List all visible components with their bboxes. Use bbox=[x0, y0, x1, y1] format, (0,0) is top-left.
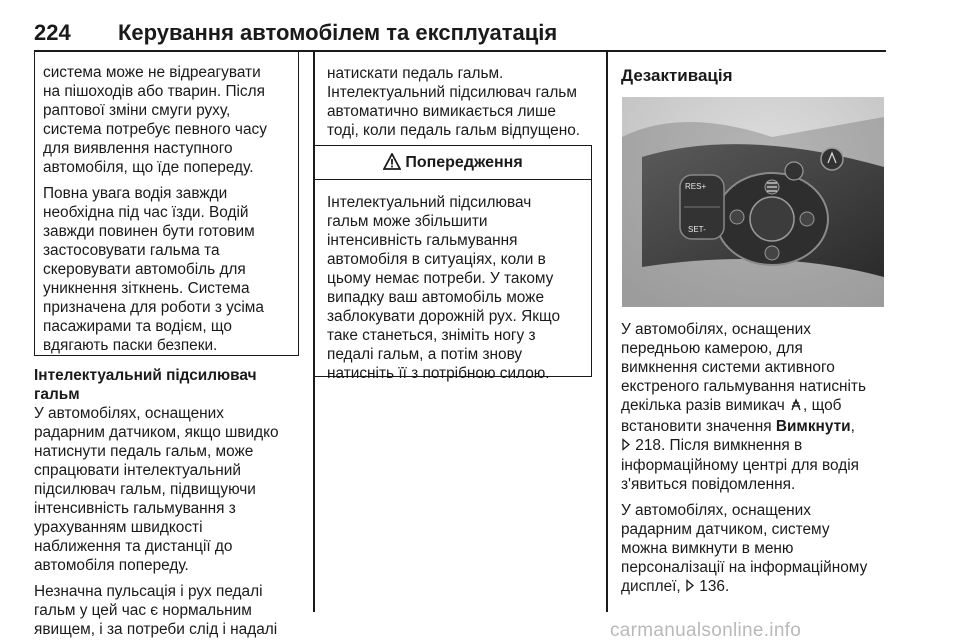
page-ref-218[interactable]: 218. Після вимкнення в bbox=[635, 437, 803, 454]
distance-switch-icon bbox=[789, 398, 803, 417]
arrow-ref-icon bbox=[621, 437, 631, 456]
page-number: 224 bbox=[34, 20, 71, 45]
column-2-text bbox=[327, 64, 597, 147]
pedal-pulse-paragraph: Незначна пульсація і рух педалі гальм у цей час є нормальним явищем, і за потреби слід і надалі bbox=[34, 583, 278, 638]
caution-box-continued bbox=[34, 52, 299, 356]
column-3-text bbox=[621, 320, 891, 604]
page-title: Керування автомобілем та експлуатація bbox=[118, 20, 558, 45]
warning-box bbox=[314, 145, 592, 382]
box-paragraph-1: система може не відреагувати на пішоходів або тварин. Після раптової зміни смуги руху, система потребує певного часу для виявлення наступного автомобіля, що їде попереду. bbox=[43, 64, 267, 176]
steering-wheel-controls-photo bbox=[622, 97, 884, 307]
arrow-ref-icon bbox=[685, 578, 695, 597]
res-plus-label: RES+ bbox=[685, 182, 707, 191]
deactivation-paragraph-2: У автомобілях, оснащених радарним датчиком, систему можна вимкнути в меню персоналізації на інформаційному дисплеї, 136. bbox=[621, 502, 868, 595]
off-value: Вимкнути bbox=[775, 418, 851, 435]
box-paragraph-2: Повна увага водія завжди необхідна під час їзди. Водій завжди повинен бути готовим застосовувати гальма та скеровувати автомобіль для уникнення зіткнень. Система призначена для роботи з усіма пасажирами та водієм, що вдягають паски безпеки. bbox=[43, 185, 264, 354]
watermark: carmanualsonline.info bbox=[610, 620, 802, 641]
continued-paragraph: натискати педаль гальм. Інтелектуальний підсилювач гальм автоматично вимикається лише тоді, коли педаль гальм відпущено. bbox=[327, 65, 581, 139]
page-ref-136[interactable]: 136. bbox=[699, 578, 730, 595]
column-divider-2 bbox=[606, 52, 608, 612]
page-header bbox=[34, 18, 886, 52]
section-heading-brake-assist: Інтелектуальний підсилювач гальм bbox=[34, 367, 257, 403]
brake-assist-paragraph: У автомобілях, оснащених радарним датчиком, якщо швидко натиснути педаль гальм, може спрацювати інтелектуальний підсилювач гальм, підвищуючи інтенсивність гальмування з урахуванням швидкості наближення та дистанції до автомобіля попереду. bbox=[34, 405, 279, 574]
column-1-text bbox=[34, 366, 304, 642]
warning-text: Інтелектуальний підсилювач гальм може збільшити інтенсивність гальмування автомобіля в ситуаціях, коли в цьому немає потреби. У такому випадку ваш автомобіль може заблокувати дорожній рух. Якщо таке станеться, зніміть ногу з педалі гальм, а потім знову натисніть її з потрібною силою. bbox=[327, 194, 561, 382]
deactivation-paragraph-1: У автомобілях, оснащених передньою камерою, для вимкнення системи активного екстреного гальмування натисніть декілька разів вимикач , щоб встановити значення Вимкнути, 218. Після вимкнення в інформаційному центрі для водія з'явиться повідомлення. bbox=[621, 321, 867, 493]
column-3-heading-wrap bbox=[621, 66, 891, 92]
warning-title: Попередження bbox=[405, 154, 523, 171]
section-heading-deactivation: Дезактивація bbox=[621, 66, 733, 85]
warning-triangle-icon bbox=[383, 149, 401, 183]
set-minus-label: SET- bbox=[688, 225, 706, 234]
warning-header bbox=[315, 146, 591, 180]
